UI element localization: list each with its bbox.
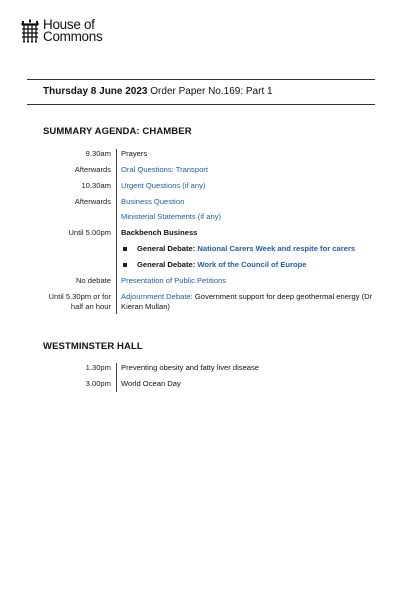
header-bottom-rule: [27, 104, 375, 105]
agenda-row: [20, 244, 380, 260]
bullet-icon: [123, 247, 127, 251]
carers-week-debate-link[interactable]: National Carers Week and respite for carers: [197, 244, 356, 254]
debate-prefix: General Debate:: [137, 244, 196, 254]
agenda-time-line-2: half an hour: [70, 301, 111, 311]
agenda-time: Afterwards: [74, 164, 111, 174]
agenda-time: [20, 260, 116, 276]
debate-prefix: General Debate:: [137, 260, 196, 270]
agenda-time: 9.30am: [85, 149, 111, 158]
agenda-time-line-1: Until 5.30pm or for: [48, 291, 111, 301]
agenda-item: [116, 212, 380, 228]
adjournment-debate-link[interactable]: Adjournment Debate:: [121, 291, 193, 301]
house-of-commons-logo: [20, 19, 102, 43]
agenda-item: [116, 292, 380, 315]
agenda-time: [20, 292, 116, 315]
agenda-row: [20, 149, 380, 165]
agenda-item: [116, 276, 380, 292]
agenda-time: 3.00pm: [85, 378, 111, 388]
logo-line-2: Commons: [43, 29, 103, 44]
agenda-item: World Ocean Day: [116, 379, 380, 392]
agenda-row: [20, 260, 380, 276]
adjournment-debate-text: Government support for deep geothermal energy (Dr Kieran Mullan): [121, 291, 373, 311]
agenda-row: [20, 165, 380, 181]
header-top-rule: [27, 79, 375, 80]
agenda-item: [116, 260, 380, 276]
oral-questions-link[interactable]: Oral Questions: Transport: [121, 164, 208, 174]
agenda-item: [116, 165, 380, 181]
agenda-time: [20, 212, 116, 228]
agenda-time: Afterwards: [74, 196, 111, 206]
chamber-section-title: SUMMARY AGENDA: CHAMBER: [43, 126, 192, 137]
business-question-link[interactable]: Business Question: [121, 196, 185, 206]
order-paper-header: [43, 86, 273, 97]
logo-text: [43, 19, 102, 43]
agenda-row: [20, 212, 380, 228]
agenda-time: Until 5.00pm: [68, 228, 111, 238]
agenda-item: Backbench Business: [116, 228, 380, 244]
agenda-row: [20, 379, 380, 392]
agenda-row: [20, 292, 380, 315]
agenda-row: [20, 181, 380, 197]
agenda-row: [20, 363, 380, 379]
agenda-time: No debate: [75, 275, 111, 285]
agenda-time: 1.30pm: [85, 363, 111, 372]
bullet-icon: [123, 263, 127, 267]
agenda-row: [20, 197, 380, 213]
agenda-time: 10.30am: [81, 180, 111, 190]
logo-line-1: House of: [43, 17, 95, 32]
ministerial-statements-link[interactable]: Ministerial Statements (if any): [121, 212, 222, 222]
agenda-item: Preventing obesity and fatty liver disease: [116, 363, 380, 379]
agenda-item: [116, 197, 380, 213]
westminster-agenda: [20, 363, 380, 392]
chamber-agenda: [20, 149, 380, 314]
header-order-paper: Order Paper No.169: Part 1: [150, 86, 273, 97]
agenda-item: Prayers: [116, 149, 380, 165]
agenda-time: [20, 244, 116, 260]
agenda-row: [20, 228, 380, 244]
agenda-row: [20, 276, 380, 292]
agenda-item: [116, 181, 380, 197]
header-date: Thursday 8 June 2023: [43, 86, 148, 97]
westminster-hall-title: WESTMINSTER HALL: [43, 341, 143, 352]
council-of-europe-debate-link[interactable]: Work of the Council of Europe: [197, 260, 307, 270]
portcullis-icon: [20, 19, 40, 43]
agenda-item: [116, 244, 380, 260]
public-petitions-link[interactable]: Presentation of Public Petitions: [121, 275, 227, 285]
urgent-questions-link[interactable]: Urgent Questions (if any): [121, 180, 206, 190]
